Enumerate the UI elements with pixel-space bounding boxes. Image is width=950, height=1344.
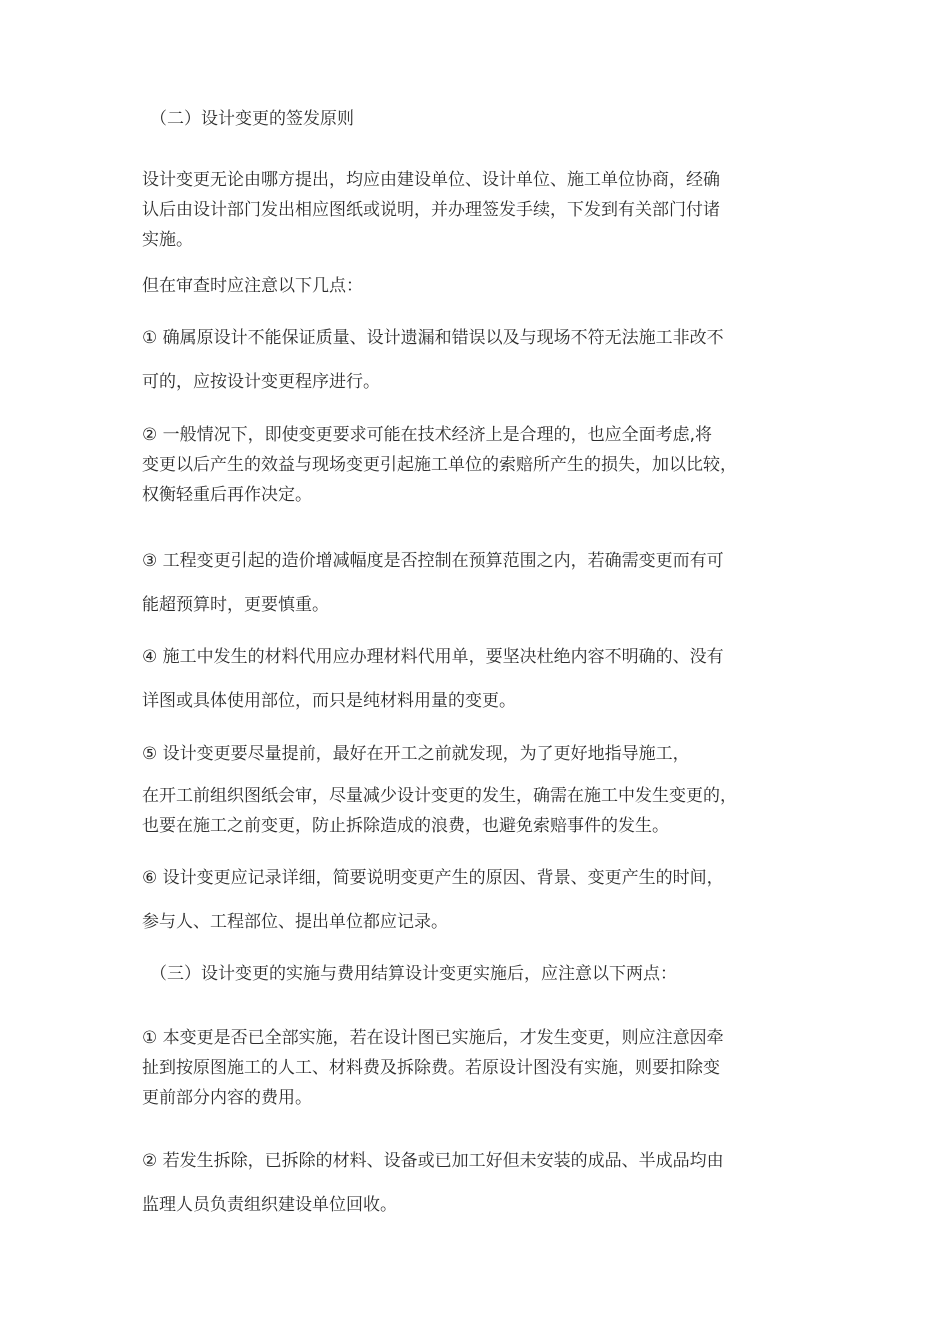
paragraph-line: ④ 施工中发生的材料代用应办理材料代用单，要坚决杜绝内容不明确的、没有 bbox=[142, 647, 724, 667]
list-item-6 bbox=[142, 856, 812, 944]
paragraph-line: 监理人员负责组织建设单位回收。 bbox=[142, 1195, 397, 1215]
paragraph-line: ③ 工程变更引起的造价增减幅度是否控制在预算范围之内，若确需变更而有可 bbox=[142, 551, 724, 571]
list-item-5-continued bbox=[142, 781, 812, 841]
section3-item-2 bbox=[142, 1139, 812, 1227]
paragraph-line: 详图或具体使用部位，而只是纯材料用量的变更。 bbox=[142, 691, 516, 711]
section-heading-2 bbox=[150, 104, 820, 134]
list-item-3 bbox=[142, 539, 812, 627]
list-item-4 bbox=[142, 635, 812, 723]
paragraph-line: 参与人、工程部位、提出单位都应记录。 bbox=[142, 912, 448, 932]
list-item-2 bbox=[142, 420, 812, 510]
paragraph-line: 认后由设计部门发出相应图纸或说明，并办理签发手续，下发到有关部门付诸 bbox=[142, 200, 720, 220]
heading-text: （三）设计变更的实施与费用结算设计变更实施后，应注意以下两点： bbox=[150, 964, 677, 984]
section3-item-1 bbox=[142, 1023, 812, 1113]
paragraph-line: 设计变更无论由哪方提出，均应由建设单位、设计单位、施工单位协商，经确 bbox=[142, 170, 720, 190]
paragraph-line: 但在审查时应注意以下几点： bbox=[142, 276, 363, 296]
paragraph-line: ⑤ 设计变更要尽量提前，最好在开工之前就发现，为了更好地指导施工， bbox=[142, 744, 690, 764]
paragraph-line: ② 若发生拆除，已拆除的材料、设备或已加工好但未安装的成品、半成品均由 bbox=[142, 1151, 724, 1171]
paragraph-line: 权衡轻重后再作决定。 bbox=[142, 485, 312, 505]
intro-paragraph bbox=[142, 165, 812, 255]
paragraph-line: 也要在施工之前变更，防止拆除造成的浪费，也避免索赔事件的发生。 bbox=[142, 816, 669, 836]
paragraph-line: 能超预算时，更要慎重。 bbox=[142, 595, 329, 615]
note-paragraph bbox=[142, 271, 812, 301]
paragraph-line: ① 本变更是否已全部实施，若在设计图已实施后，才发生变更，则应注意因牵 bbox=[142, 1028, 724, 1048]
paragraph-line: ② 一般情况下，即使变更要求可能在技术经济上是合理的，也应全面考虑,将 bbox=[142, 425, 713, 445]
paragraph-line: 实施。 bbox=[142, 230, 193, 250]
paragraph-line: 更前部分内容的费用。 bbox=[142, 1088, 312, 1108]
heading-text: （二）设计变更的签发原则 bbox=[150, 109, 354, 129]
list-item-5 bbox=[142, 739, 812, 769]
paragraph-line: ⑥ 设计变更应记录详细，简要说明变更产生的原因、背景、变更产生的时间， bbox=[142, 868, 724, 888]
section-heading-3 bbox=[150, 959, 820, 989]
paragraph-line: 在开工前组织图纸会审，尽量减少设计变更的发生，确需在施工中发生变更的， bbox=[142, 786, 737, 806]
paragraph-line: ① 确属原设计不能保证质量、设计遗漏和错误以及与现场不符无法施工非改不 bbox=[142, 328, 724, 348]
list-item-1 bbox=[142, 316, 812, 404]
paragraph-line: 变更以后产生的效益与现场变更引起施工单位的索赔所产生的损失，加以比较， bbox=[142, 455, 737, 475]
paragraph-line: 扯到按原图施工的人工、材料费及拆除费。若原设计图没有实施，则要扣除变 bbox=[142, 1058, 720, 1078]
paragraph-line: 可的，应按设计变更程序进行。 bbox=[142, 372, 380, 392]
